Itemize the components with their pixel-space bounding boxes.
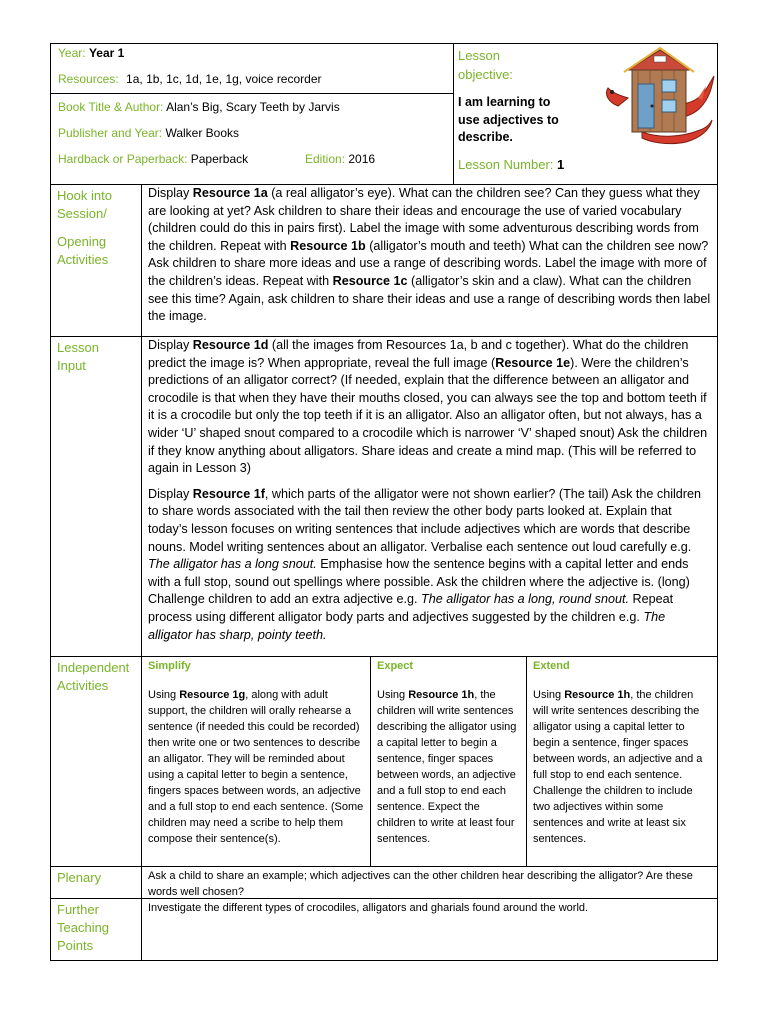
opening-activities-label: Opening Activities xyxy=(57,234,109,267)
further-teaching-label: Further Teaching Points xyxy=(57,902,110,953)
simplify-heading: Simplify xyxy=(148,660,191,672)
expect-cell xyxy=(371,657,527,867)
plenary-label-cell xyxy=(51,867,142,899)
input-paragraph-2: Display Resource 1f, which parts of the alligator were not shown earlier? (The tail) Ask the children to share words associated with the tail then review the other body parts looked at. Explain that today’s lesson focuses on writing sentences that include adjectives which are words that describe nouns. Model writing sentences about an alligator. Verbalise each sentence out loud carefully e.g. The alligator has a long snout. Emphasise how the sentence begins with a capital letter and ends with a full stop, sound out spellings where possible. Ask the children where the adjective is. (long) Challenge children to add an extra adjective e.g. The alligator has a long, round snout. Repeat process using different alligator body parts and adjectives suggested by the children e.g. The alligator has sharp, pointy teeth. xyxy=(148,486,702,642)
further-teaching-text: Investigate the different types of crocodiles, alligators and gharials found around the world. xyxy=(148,902,589,914)
edition-label: Edition: xyxy=(305,152,346,166)
objective-label: Lesson objective: xyxy=(458,48,513,82)
plenary-label: Plenary xyxy=(57,870,102,885)
header-objective xyxy=(454,44,717,185)
header-book-details xyxy=(51,94,454,185)
hook-text: Display Resource 1a (a real alligator’s eye). What can the children see? Can they guess what they are looking at yet? Ask children to share their ideas and encourage the use of varied vocabulary (children could do this in pairs first). Label the image with some adventurous describing words from the children. Repeat with Resource 1b (alligator’s mouth and teeth) What can the children see now? Ask children to share more ideas and use a range of describing words. Label the image with more of the children’s ideas. Repeat with Resource 1c (alligator’s skin and a claw). What can the children see this time? Again, ask children to share their ideas and use a range of describing words then label the image. xyxy=(148,186,711,324)
lesson-number-label: Lesson Number: xyxy=(458,157,554,172)
expect-text: Using Resource 1h, the children will write sentences describing the alligator using a capital letter to begin a sentence, finger spaces between words, an adjective and a full stop to end each sentence. Expect the children to write at least four sentences. xyxy=(377,689,517,845)
hook-label: Hook into Session/ xyxy=(57,188,112,221)
lesson-input-label: Lesson Input xyxy=(57,340,99,373)
lesson-number-value: 1 xyxy=(557,157,565,172)
book-label: Book Title & Author: xyxy=(58,100,164,114)
extend-cell xyxy=(527,657,717,867)
simplify-text: Using Resource 1g, along with adult support, the children will orally rehearse a sentence (if needed this could be recorded) then write one or two sentences to describe an alligator. They will be reminded about using a capital letter to begin a sentence, fingers spaces between words, an adjective and a full stop to end each sentence. (Some children may need a scribe to help them compose their sentence(s). xyxy=(148,689,364,845)
simplify-cell xyxy=(142,657,371,867)
input-paragraph-1: Display Resource 1d (all the images from Resources 1a, b and c together). What do the children predict the image is? When appropriate, reveal the full image (Resource 1e). Were the children’s predictions of an alligator correct? (If needed, explain that the difference between an alligator and crocodile is that when they have their mouths closed, you can always see the top and bottom teeth if it is a crocodile but only the top teeth if it is an alligator. Also an alligator often, but not always, has a wider ‘U’ shaped snout compared to a crocodile which is narrower ‘V’ shaped snout) Ask the children if they know anything about alligators. Share ideas and create a mind map. (This will be referred to again in Lesson 3) xyxy=(148,338,708,476)
input-text xyxy=(148,337,712,644)
further-content-cell xyxy=(142,899,717,960)
hook-label-cell xyxy=(51,185,142,337)
resources-label: Resources: xyxy=(58,72,119,86)
year-label: Year: xyxy=(58,46,86,60)
dragon-house-illustration xyxy=(602,46,718,146)
header-year-resources xyxy=(51,44,454,94)
edition-value: 2016 xyxy=(348,152,376,166)
publisher-label: Publisher and Year: xyxy=(58,126,163,140)
publisher-value: Walker Books xyxy=(165,126,240,140)
book-value: Alan’s Big, Scary Teeth by Jarvis xyxy=(166,100,340,114)
independent-label-cell xyxy=(51,657,142,867)
expect-heading: Expect xyxy=(377,660,414,672)
input-content-cell xyxy=(142,337,717,657)
plenary-text: Ask a child to share an example; which adjectives can the other children hear describing the alligator? Are these words well chosen? xyxy=(148,870,693,898)
resources-value: 1a, 1b, 1c, 1d, 1e, 1g, voice recorder xyxy=(126,72,322,86)
format-label: Hardback or Paperback: xyxy=(58,152,188,166)
plenary-content-cell xyxy=(142,867,717,899)
format-value: Paperback xyxy=(190,152,249,166)
lesson-plan-table xyxy=(50,43,718,961)
input-label-cell xyxy=(51,337,142,657)
objective-text: I am learning to use adjectives to describe. xyxy=(458,95,559,144)
hook-content-cell xyxy=(142,185,717,337)
independent-activities-label: Independent Activities xyxy=(57,660,130,693)
extend-heading: Extend xyxy=(533,660,570,672)
year-value: Year 1 xyxy=(88,46,125,60)
extend-text: Using Resource 1h, the children will write sentences describing the alligator using a capital letter to begin a sentence, finger spaces between words, an adjective and a full stop to end each sentence. Challenge the children to include two adjectives within some sentences and write at least six sentences. xyxy=(533,689,703,845)
further-label-cell xyxy=(51,899,142,960)
